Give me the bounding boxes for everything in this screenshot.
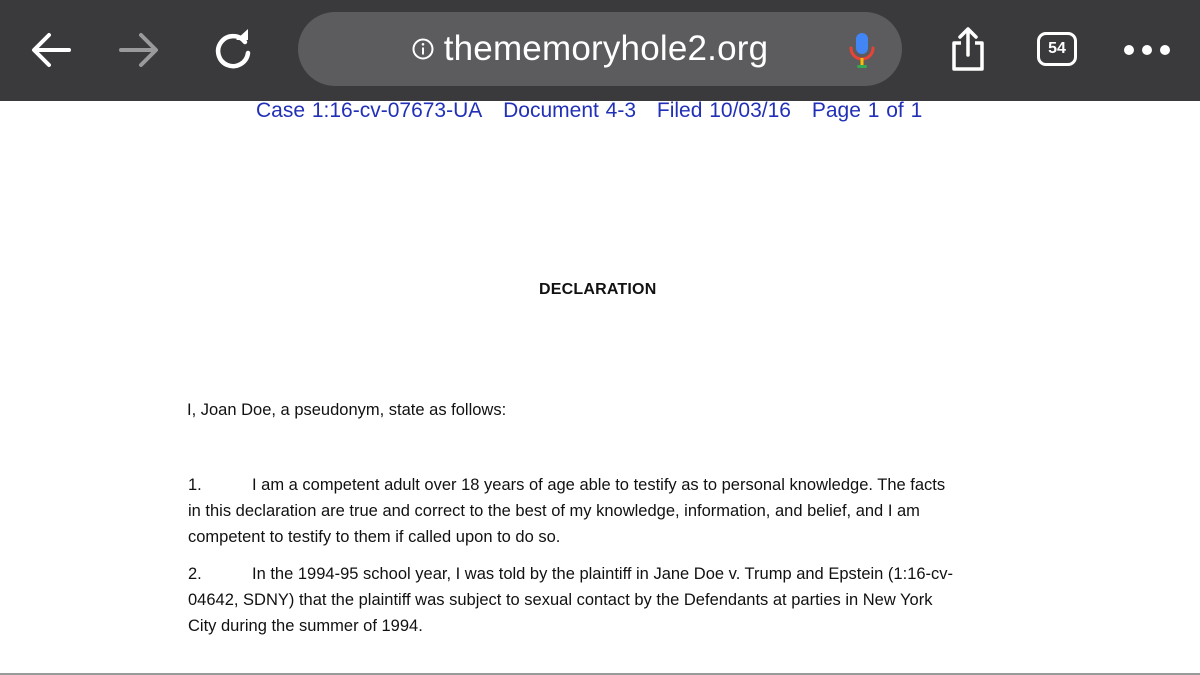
forward-button[interactable] — [110, 22, 166, 78]
paragraph-line — [188, 472, 998, 498]
paragraph-number: 1. — [188, 476, 202, 494]
paragraph-line: City during the summer of 1994. — [188, 617, 423, 635]
address-bar[interactable] — [298, 12, 902, 86]
court-filing-header — [256, 99, 936, 123]
paragraph-line: in this declaration are true and correct to the best of my knowledge, information, and belief, and I am — [188, 502, 920, 520]
address-content — [412, 29, 769, 69]
tab-count-badge: 54 — [1037, 32, 1077, 66]
more-dots-icon — [1122, 44, 1172, 56]
reload-icon — [212, 29, 254, 71]
share-button[interactable] — [938, 18, 998, 80]
reload-button[interactable] — [203, 20, 263, 80]
paragraph-line: 04642, SDNY) that the plaintiff was subject to sexual contact by the Defendants at parties in New York — [188, 591, 933, 609]
arrow-right-icon — [115, 30, 161, 70]
intro-statement: I, Joan Doe, a pseudonym, state as follows: — [187, 401, 507, 419]
filed-date: Filed 10/03/16 — [656, 99, 791, 122]
info-icon — [412, 38, 434, 60]
share-icon — [949, 26, 987, 72]
document-page — [0, 101, 1200, 675]
paragraph-1 — [188, 472, 998, 550]
microphone-icon[interactable] — [848, 31, 876, 69]
paragraph-line — [188, 561, 998, 587]
tabs-button[interactable] — [1034, 29, 1080, 69]
paragraph-line: competent to testify to them if called upon to do so. — [188, 528, 561, 546]
arrow-left-icon — [29, 30, 75, 70]
document-title: DECLARATION — [539, 281, 657, 298]
paragraph-text: I am a competent adult over 18 years of age able to testify as to personal knowledge. The facts — [252, 476, 946, 494]
paragraph-2 — [188, 561, 998, 639]
browser-toolbar — [0, 0, 1200, 101]
paragraph-text: In the 1994-95 school year, I was told by the plaintiff in Jane Doe v. Trump and Epstein (1:16-cv- — [252, 565, 954, 583]
page-count: Page 1 of 1 — [811, 99, 923, 122]
more-button[interactable] — [1118, 30, 1176, 70]
url-text: thememoryhole2.org — [443, 29, 769, 68]
document-number: Document 4-3 — [503, 99, 637, 122]
paragraph-number: 2. — [188, 565, 202, 583]
case-number: Case 1:16-cv-07673-UA — [256, 99, 483, 122]
back-button[interactable] — [24, 22, 80, 78]
